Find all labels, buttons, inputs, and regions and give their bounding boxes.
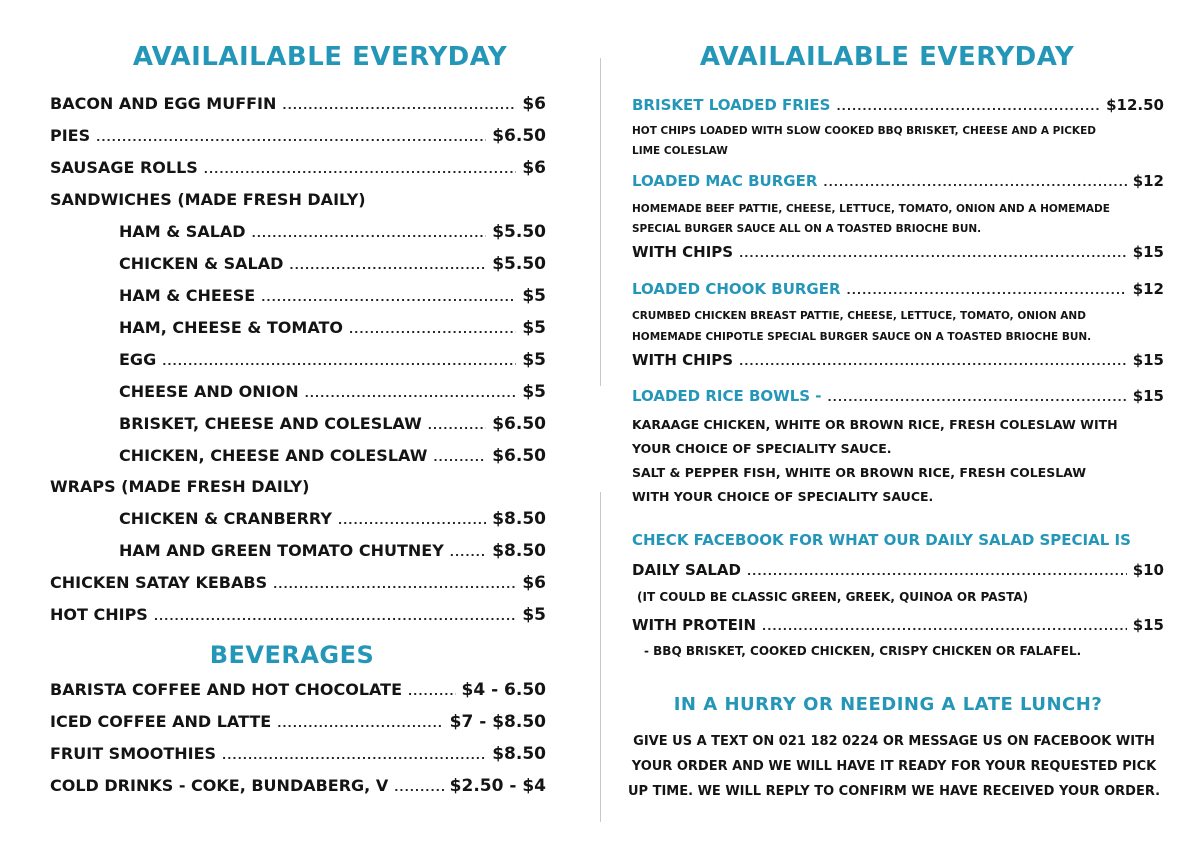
dot-leader bbox=[204, 163, 517, 176]
item-name: FRUIT SMOOTHIES bbox=[50, 744, 217, 763]
dot-leader bbox=[739, 355, 1127, 368]
item-name: LOADED RICE BOWLS - bbox=[632, 387, 822, 405]
item-price: $8.50 bbox=[492, 541, 546, 561]
item-name: EGG bbox=[119, 350, 157, 369]
item-description: HOMEMADE CHIPOTLE SPECIAL BURGER SAUCE ON A TOASTED BRIOCHE BUN. bbox=[632, 331, 1092, 343]
dot-leader bbox=[261, 291, 516, 304]
item-description: SALT & PEPPER FISH, WHITE OR BROWN RICE, FRESH COLESLAW bbox=[632, 465, 1087, 480]
item-description: WITH YOUR CHOICE OF SPECIALITY SAUCE. bbox=[632, 489, 934, 504]
chook-burger-item bbox=[632, 280, 1164, 302]
dot-leader bbox=[305, 387, 517, 400]
item-name: HAM AND GREEN TOMATO CHUTNEY bbox=[119, 541, 444, 560]
item-price: $15 bbox=[1132, 387, 1164, 405]
rice-bowls-item bbox=[632, 387, 1164, 409]
item-name: BRISKET, CHEESE AND COLESLAW bbox=[119, 414, 422, 433]
dot-leader bbox=[433, 451, 486, 464]
item-name: WITH PROTEIN bbox=[632, 616, 757, 634]
item-price: $10 bbox=[1132, 561, 1164, 579]
menu-item bbox=[50, 573, 546, 595]
item-name: CHEESE AND ONION bbox=[119, 382, 299, 401]
sandwiches-heading: SANDWICHES (MADE FRESH DAILY) bbox=[50, 190, 366, 209]
dot-leader bbox=[847, 284, 1127, 297]
item-price: $12 bbox=[1132, 280, 1164, 298]
sandwich-item bbox=[119, 254, 546, 276]
column-divider-top bbox=[600, 58, 601, 386]
item-price: $6.50 bbox=[492, 446, 546, 466]
dot-leader bbox=[762, 620, 1127, 633]
item-price: $8.50 bbox=[492, 744, 546, 764]
dot-leader bbox=[349, 323, 516, 336]
dot-leader bbox=[96, 131, 486, 144]
dot-leader bbox=[273, 578, 516, 591]
sandwich-item bbox=[119, 350, 546, 372]
item-name: HAM & CHEESE bbox=[119, 286, 256, 305]
left-heading: AVAILAILABLE EVERYDAY bbox=[132, 42, 508, 72]
item-price: $5 bbox=[522, 318, 546, 338]
column-divider-bottom bbox=[600, 492, 601, 822]
item-description: LIME COLESLAW bbox=[632, 145, 728, 157]
item-price: $5 bbox=[522, 605, 546, 625]
sandwich-item bbox=[119, 318, 546, 340]
item-price: $15 bbox=[1132, 351, 1164, 369]
item-price: $8.50 bbox=[492, 509, 546, 529]
item-name: SAUSAGE ROLLS bbox=[50, 158, 198, 177]
hurry-heading: IN A HURRY OR NEEDING A LATE LUNCH? bbox=[673, 694, 1103, 715]
dot-leader bbox=[277, 717, 443, 730]
dot-leader bbox=[154, 610, 517, 623]
sandwich-item bbox=[119, 414, 546, 436]
item-name: BRISKET LOADED FRIES bbox=[632, 96, 831, 114]
item-name: LOADED MAC BURGER bbox=[632, 172, 818, 190]
item-name: WITH CHIPS bbox=[632, 243, 734, 261]
beverage-item bbox=[50, 776, 546, 798]
hurry-line: YOUR ORDER AND WE WILL HAVE IT READY FOR YOUR REQUESTED PICK bbox=[631, 759, 1157, 774]
item-name: PIES bbox=[50, 126, 91, 145]
item-price: $6 bbox=[522, 573, 546, 593]
salad-note: (IT COULD BE CLASSIC GREEN, GREEK, QUINOA OR PASTA) bbox=[637, 590, 1029, 604]
dot-leader bbox=[408, 685, 456, 698]
item-name: COLD DRINKS - COKE, BUNDABERG, V bbox=[50, 776, 389, 795]
dot-leader bbox=[338, 514, 486, 527]
item-price: $5 bbox=[522, 350, 546, 370]
sandwich-item bbox=[119, 222, 546, 244]
item-name: WITH CHIPS bbox=[632, 351, 734, 369]
beverage-item bbox=[50, 712, 546, 734]
dot-leader bbox=[394, 781, 443, 794]
item-price: $4 - 6.50 bbox=[461, 680, 546, 700]
dot-leader bbox=[289, 259, 486, 272]
item-price: $2.50 - $4 bbox=[449, 776, 546, 796]
brisket-item bbox=[632, 96, 1164, 118]
dot-leader bbox=[823, 176, 1126, 189]
item-price: $5.50 bbox=[492, 222, 546, 242]
item-price: $5 bbox=[522, 286, 546, 306]
dot-leader bbox=[450, 546, 486, 559]
item-price: $6 bbox=[522, 158, 546, 178]
item-price: $15 bbox=[1132, 616, 1164, 634]
item-price: $6 bbox=[522, 94, 546, 114]
item-name: CHICKEN & SALAD bbox=[119, 254, 284, 273]
mac-burger-item bbox=[632, 172, 1164, 194]
sandwich-item bbox=[119, 286, 546, 308]
with-protein-item bbox=[632, 616, 1164, 638]
item-price: $5.50 bbox=[492, 254, 546, 274]
wraps-heading: WRAPS (MADE FRESH DAILY) bbox=[50, 477, 310, 496]
beverage-item bbox=[50, 744, 546, 766]
hurry-line: UP TIME. WE WILL REPLY TO CONFIRM WE HAVE RECEIVED YOUR ORDER. bbox=[627, 784, 1161, 799]
with-chips-item bbox=[632, 243, 1164, 265]
dot-leader bbox=[252, 227, 487, 240]
item-name: CHICKEN & CRANBERRY bbox=[119, 509, 332, 528]
dot-leader bbox=[428, 419, 486, 432]
dot-leader bbox=[836, 100, 1100, 113]
item-description: CRUMBED CHICKEN BREAST PATTIE, CHEESE, LETTUCE, TOMATO, ONION AND bbox=[632, 310, 1086, 322]
item-name: HOT CHIPS bbox=[50, 605, 148, 624]
salad-special-heading: CHECK FACEBOOK FOR WHAT OUR DAILY SALAD SPECIAL IS bbox=[632, 531, 1131, 549]
item-price: $6.50 bbox=[492, 126, 546, 146]
item-name: BARISTA COFFEE AND HOT CHOCOLATE bbox=[50, 680, 402, 699]
item-price: $15 bbox=[1132, 243, 1164, 261]
menu-item bbox=[50, 605, 546, 627]
sandwich-item bbox=[119, 382, 546, 404]
dot-leader bbox=[162, 355, 516, 368]
menu-item bbox=[50, 94, 546, 116]
item-name: BACON AND EGG MUFFIN bbox=[50, 94, 277, 113]
dot-leader bbox=[282, 99, 516, 112]
beverages-heading: BEVERAGES bbox=[209, 641, 375, 669]
protein-note: - BBQ BRISKET, COOKED CHICKEN, CRISPY CHICKEN OR FALAFEL. bbox=[644, 644, 1082, 658]
item-name: DAILY SALAD bbox=[632, 561, 741, 579]
item-description: YOUR CHOICE OF SPECIALITY SAUCE. bbox=[632, 441, 892, 456]
item-description: SPECIAL BURGER SAUCE ALL ON A TOASTED BRIOCHE BUN. bbox=[632, 223, 982, 235]
item-name: LOADED CHOOK BURGER bbox=[632, 280, 841, 298]
right-heading: AVAILAILABLE EVERYDAY bbox=[699, 42, 1075, 72]
menu-item bbox=[50, 158, 546, 180]
wrap-item bbox=[119, 541, 546, 563]
item-price: $6.50 bbox=[492, 414, 546, 434]
hurry-line: GIVE US A TEXT ON 021 182 0224 OR MESSAGE US ON FACEBOOK WITH bbox=[633, 734, 1155, 749]
item-price: $12 bbox=[1132, 172, 1164, 190]
item-name: CHICKEN SATAY KEBABS bbox=[50, 573, 268, 592]
beverage-item bbox=[50, 680, 546, 702]
item-description: HOT CHIPS LOADED WITH SLOW COOKED BBQ BRISKET, CHEESE AND A PICKED bbox=[632, 125, 1096, 137]
dot-leader bbox=[747, 565, 1127, 578]
menu-item bbox=[50, 126, 546, 148]
wrap-item bbox=[119, 509, 546, 531]
dot-leader bbox=[828, 391, 1127, 404]
item-description: HOMEMADE BEEF PATTIE, CHEESE, LETTUCE, TOMATO, ONION AND A HOMEMADE bbox=[632, 203, 1110, 215]
dot-leader bbox=[739, 247, 1127, 260]
item-price: $12.50 bbox=[1106, 96, 1164, 114]
item-name: ICED COFFEE AND LATTE bbox=[50, 712, 272, 731]
with-chips-item bbox=[632, 351, 1164, 373]
sandwich-item bbox=[119, 446, 546, 468]
daily-salad-item bbox=[632, 561, 1164, 583]
item-description: KARAAGE CHICKEN, WHITE OR BROWN RICE, FRESH COLESLAW WITH bbox=[632, 417, 1118, 432]
item-name: HAM & SALAD bbox=[119, 222, 246, 241]
item-name: CHICKEN, CHEESE AND COLESLAW bbox=[119, 446, 428, 465]
dot-leader bbox=[222, 749, 486, 762]
item-name: HAM, CHEESE & TOMATO bbox=[119, 318, 343, 337]
item-price: $5 bbox=[522, 382, 546, 402]
item-price: $7 - $8.50 bbox=[449, 712, 546, 732]
